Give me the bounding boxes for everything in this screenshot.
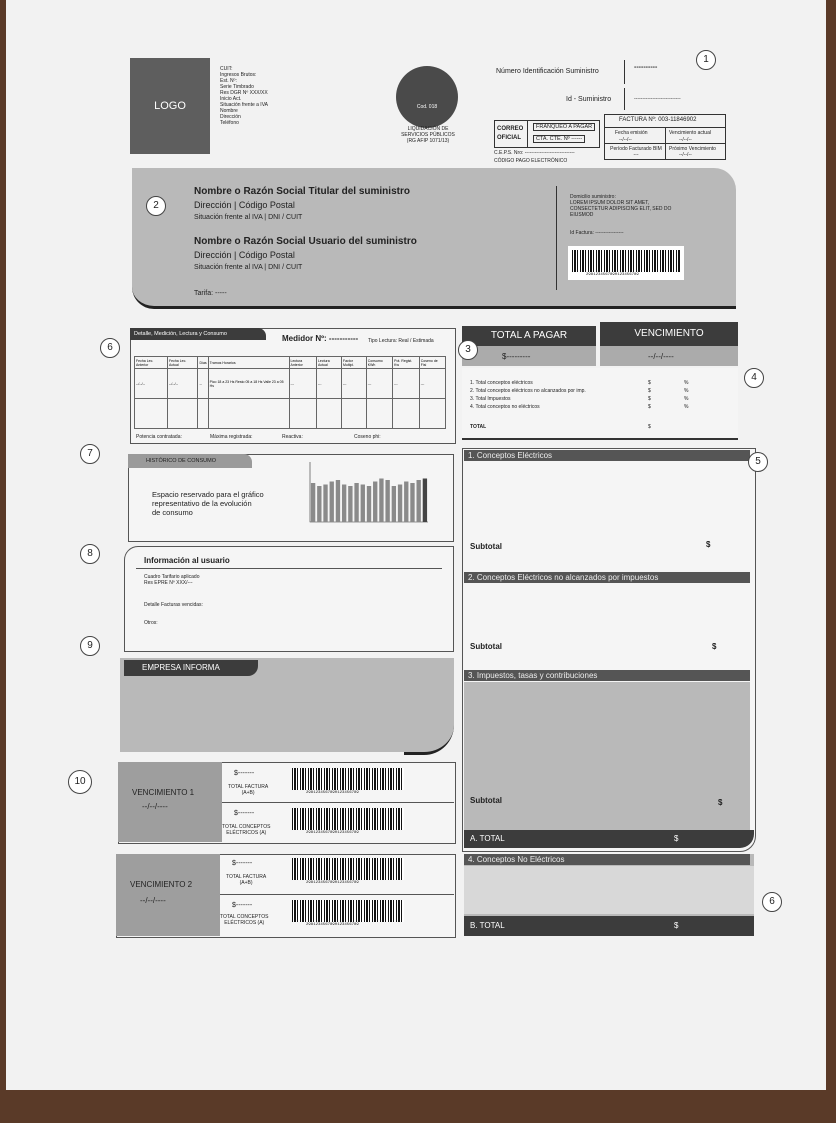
barcode-number: 2981234567890123456789 xyxy=(306,831,359,835)
venc1-label1: TOTAL FACTURA (A+B) xyxy=(228,784,269,796)
total-pagar-value: $--------- xyxy=(502,352,531,361)
historico-text: Espacio reservado para el gráfico representativo de la evolución de consumo xyxy=(152,490,264,517)
tipo-lectura: Tipo Lectura: Real / Estimada xyxy=(368,338,434,344)
historico-chart xyxy=(300,458,432,538)
chart-bar xyxy=(323,485,327,523)
chart-bar xyxy=(379,479,383,523)
b-total-cur: $ xyxy=(674,921,679,930)
chart-bar xyxy=(348,486,352,522)
ceps: C.E.P.S. Nro: ------------------------------ xyxy=(494,150,575,156)
conceptos-no-alcanzados-header: 2. Conceptos Eléctricos no alcanzados por impuestos xyxy=(464,572,750,583)
barcode-number: 2981234567890123456789 xyxy=(306,923,359,927)
marker-10: 10 xyxy=(68,770,92,794)
vencimiento-value-box xyxy=(600,346,738,366)
marker-5: 5 xyxy=(748,452,768,472)
medidor: Medidor Nº: ----------- xyxy=(282,334,359,343)
divider xyxy=(624,88,625,110)
potencia-contratada: Potencia contratada: xyxy=(136,434,182,440)
factura-box: FACTURA Nº: 003-11846902 Fecha emisión --/--/-- Vencimiento actual --/--/-- Período Facturado BIM --- Próximo Vencimiento --/--/-- xyxy=(604,114,726,160)
marker-3: 3 xyxy=(458,340,478,360)
marker-7: 7 xyxy=(80,444,100,464)
chart-bar xyxy=(404,482,408,523)
marker-4: 4 xyxy=(744,368,764,388)
usuario-address: Dirección | Código Postal xyxy=(194,250,295,260)
venc2-label1: TOTAL FACTURA (A+B) xyxy=(226,874,267,886)
barcode-number: 2981234567890123456789 xyxy=(306,881,359,885)
marker-6: 6 xyxy=(100,338,120,358)
venc2-barcode-2 xyxy=(292,900,404,922)
tarifa: Tarifa: ----- xyxy=(194,290,227,297)
num-id-label: Número Identificación Suministro xyxy=(496,68,599,75)
subtotal-1-cur: $ xyxy=(706,540,711,549)
chart-bar xyxy=(373,482,377,523)
chart-bar xyxy=(385,480,389,522)
chart-bar xyxy=(410,483,414,522)
chart-bar xyxy=(423,479,427,523)
divider xyxy=(624,60,625,84)
barcode-box: 2981234567890123456789 xyxy=(568,246,684,280)
b-total-bar xyxy=(464,916,754,936)
venc2-amount1: $------- xyxy=(232,860,253,867)
marker-1: 1 xyxy=(696,50,716,70)
impuestos-area xyxy=(464,682,750,830)
venc1-label2: TOTAL CONCEPTOS ELÉCTRICOS (A) xyxy=(222,824,271,836)
no-electricos-body xyxy=(464,866,754,914)
id-sum-value: ---------------------------- xyxy=(634,96,681,102)
venc1-amount2: $------- xyxy=(234,810,255,817)
subtotal-2: Subtotal xyxy=(470,642,502,651)
facturas-vencidas: Detalle Facturas vencidas: xyxy=(144,602,203,608)
company-info: CUIT: Ingresos Brutos: Est. Nº: Serie Timbrado Res DGR Nº XXX/XX Inicio Act. Situación frente a IVA Nombre Dirección Teléfono xyxy=(220,66,268,126)
id-sum-label: Id - Suministro xyxy=(566,96,612,103)
a-total-bar xyxy=(464,830,754,848)
chart-bar xyxy=(361,485,365,523)
usuario-name: Nombre o Razón Social Usuario del suministro xyxy=(194,236,417,247)
historico-title-bar: HISTÓRICO DE CONSUMO xyxy=(128,454,252,468)
titular-name: Nombre o Razón Social Titular del suministro xyxy=(194,186,410,197)
conceptos-no-electricos-header: 4. Conceptos No Eléctricos xyxy=(464,854,750,865)
divider xyxy=(136,568,442,569)
num-id-value: ---------- xyxy=(634,64,658,71)
chart-bar xyxy=(336,480,340,522)
venc2-label-box: VENCIMIENTO 2 --/--/---- xyxy=(116,854,220,936)
domicilio-suministro: Domicilio suministro: LOREM IPSUM DOLOR SIT AMET, CONSECTETUR ADIPISCING ELIT, SED DO EIUSMOD xyxy=(570,194,672,218)
chart-bar xyxy=(342,485,346,523)
total-pagar-label: TOTAL A PAGAR xyxy=(462,326,596,346)
subtotal-3: Subtotal xyxy=(470,796,502,805)
empresa-informa-title: EMPRESA INFORMA xyxy=(124,660,258,676)
chart-bar xyxy=(398,485,402,523)
chart-bar xyxy=(417,480,421,522)
venc1-label-box: VENCIMIENTO 1 --/--/---- xyxy=(118,762,222,842)
chart-bar xyxy=(317,486,321,522)
marker-8: 8 xyxy=(80,544,100,564)
cod-circle: Cod. 018 xyxy=(396,66,458,128)
impuestos-header: 3. Impuestos, tasas y contribuciones xyxy=(464,670,750,681)
marker-2: 2 xyxy=(146,196,166,216)
divider xyxy=(556,186,557,290)
chart-bar xyxy=(330,482,334,523)
a-total-cur: $ xyxy=(674,834,679,843)
company-logo: LOGO xyxy=(130,58,210,154)
chart-bar xyxy=(311,483,315,522)
venc2-amount2: $------- xyxy=(232,902,253,909)
vencimiento-value: --/--/---- xyxy=(648,352,674,361)
conceptos-electricos-header: 1. Conceptos Eléctricos xyxy=(464,450,750,461)
venc2-barcode-1 xyxy=(292,858,404,880)
chart-bar xyxy=(354,483,358,522)
barcode-number: 2981234567890123456789 xyxy=(306,791,359,795)
venc1-barcode-1 xyxy=(292,768,404,790)
titular-iva: Situación frente al IVA | DNI / CUIT xyxy=(194,214,303,221)
marker-9: 9 xyxy=(80,636,100,656)
detail-table: Fecha Lec. Anterior Fecha Lec. Actual Días Tramos Horarios Lectura Anterior Lectura Actual Factor Multipl. Consumo KWh Pot. Regist. Kw Coseno de Fisi --/--/-- --/--/-- -- Pico 18 a 23 Hs Resto 05 a 18 Hs Valle 23 a 05 Hs --- --- --- --- --- --- xyxy=(134,356,446,429)
correo-box: CORREO OFICIAL FRANQUEO A PAGAR CTA. CTE. Nº ------ xyxy=(494,120,600,148)
divider xyxy=(222,802,454,803)
divider xyxy=(220,894,454,895)
usuario-iva: Situación frente al IVA | DNI / CUIT xyxy=(194,264,303,271)
venc2-label2: TOTAL CONCEPTOS ELÉCTRICOS (A) xyxy=(220,914,269,926)
cuadro-tarifario: Cuadro Tarifario aplicado Res EPRE Nº XXX/--- xyxy=(144,574,200,586)
detail-title: Detalle, Medición, Lectura y Consumo xyxy=(130,328,266,340)
total-pagar-value-box xyxy=(462,346,596,366)
vencimiento-label: VENCIMIENTO xyxy=(600,322,738,346)
marker-6-bottom: 6 xyxy=(762,892,782,912)
subtotal-2-cur: $ xyxy=(712,642,717,651)
barcode xyxy=(572,250,680,272)
info-usuario-title: Información al usuario xyxy=(144,556,230,565)
a-total-label: A. TOTAL xyxy=(470,834,505,843)
chart-bar xyxy=(367,486,371,522)
venc1-amount1: $------- xyxy=(234,770,255,777)
venc1-barcode-2 xyxy=(292,808,404,830)
liquidacion-label: LIQUIDACIÓN DE SERVICIOS PÚBLICOS (RG AFIP 1071/13) xyxy=(401,126,455,144)
id-factura: Id Factura: ----------------- xyxy=(570,230,624,236)
subtotal-3-cur: $ xyxy=(718,798,723,807)
subtotal-1: Subtotal xyxy=(470,542,502,551)
coseno-phi: Coseno phi: xyxy=(354,434,381,440)
totals-summary: 1. Total conceptos eléctricos $ % 2. Total conceptos eléctricos no alcanzados por imp. $ % 3. Total Impuestos $ % 4. Total conceptos no eléctricos $ % TOTAL $ xyxy=(462,368,738,440)
chart-bar xyxy=(392,486,396,522)
titular-address: Dirección | Código Postal xyxy=(194,200,295,210)
otros: Otros: xyxy=(144,620,158,626)
reactiva: Reactiva: xyxy=(282,434,303,440)
b-total-label: B. TOTAL xyxy=(470,921,505,930)
maxima-registrada: Máxima registrada: xyxy=(210,434,253,440)
cod-pago: CÓDIGO PAGO ELECTRÓNICO xyxy=(494,158,568,164)
